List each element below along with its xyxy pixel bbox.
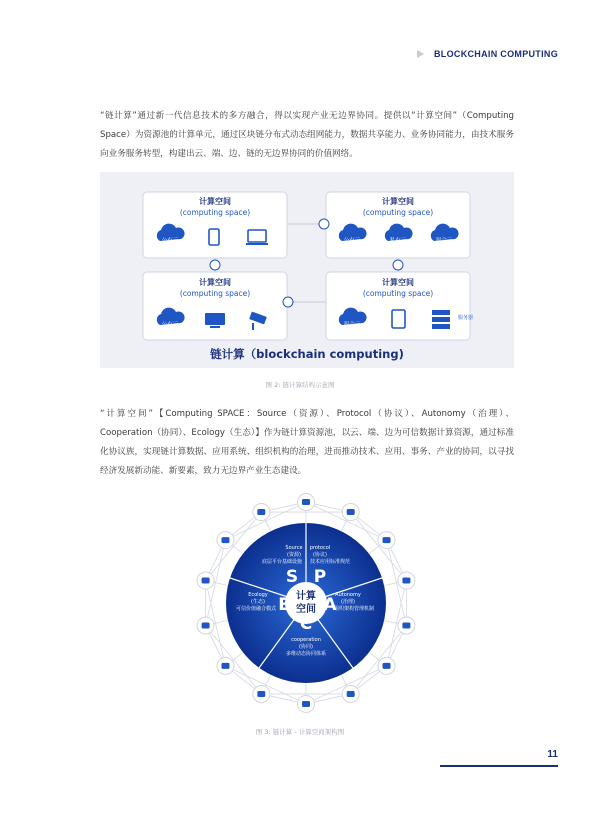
segment-cn: (资源) — [287, 552, 301, 558]
box-subtitle: (computing space) — [179, 289, 251, 298]
segment-desc: 底层平台基础设施 — [261, 559, 303, 565]
diagram-main-label: 链计算（blockchain computing) — [210, 347, 404, 361]
segment-letter: P — [313, 567, 327, 587]
segment-letter: A — [323, 595, 337, 615]
ship-icon — [342, 504, 359, 521]
cloud-label: 混合云 — [435, 238, 453, 244]
segment-cn: (协议) — [313, 552, 327, 558]
segment-en: Source — [285, 545, 303, 551]
box-subtitle: (computing space) — [362, 208, 434, 217]
blockchain-computing-diagram — [100, 172, 514, 368]
chain-link-icon — [210, 260, 220, 270]
segment-en: protocol — [309, 545, 331, 551]
box-subtitle: (computing space) — [362, 289, 434, 298]
box-title: 计算空间 — [199, 278, 231, 287]
bus-icon — [253, 504, 270, 521]
vehicle-icon — [197, 572, 214, 589]
intro-paragraph: “链计算”通过新一代信息技术的多方融合，得以实现产业无边界协同。提供以“计算空间”（Computing Space）为资源池的计算单元，通过区块链分布式动态组网能力，数据共享能力、业务协同能力，由技术服务向业务服务转型，构建出云、端、边、链的无边界协同的价值网络。 — [100, 111, 514, 159]
page-number-rule — [440, 765, 558, 767]
page-number: 11 — [547, 749, 558, 760]
header-marker-icon — [417, 50, 424, 58]
computing-space-box-4 — [326, 272, 473, 340]
laptop-icon — [342, 685, 359, 702]
segment-letter: C — [299, 614, 313, 634]
cloud-label: 公有云 — [161, 322, 179, 328]
segment-desc: 技术应用标准规范 — [309, 559, 351, 565]
monitor-icon — [398, 617, 415, 634]
atm-icon — [253, 685, 270, 702]
tablet-icon — [378, 657, 395, 674]
center-label-2: 空间 — [296, 604, 316, 615]
running-header — [417, 49, 558, 59]
box-title: 计算空间 — [382, 278, 414, 287]
box-title: 计算空间 — [199, 197, 231, 206]
cloud-label: 公有云 — [161, 238, 179, 244]
segment-letter: E — [278, 595, 290, 615]
chain-link-icon — [393, 260, 403, 270]
target-icon — [398, 572, 415, 589]
computing-space-architecture-diagram — [180, 478, 430, 718]
computing-space-box-1 — [143, 192, 287, 258]
cloud-label: 私有云 — [389, 238, 407, 244]
server-label: 服务器 — [458, 315, 474, 321]
box-title: 计算空间 — [382, 197, 414, 206]
cloud-label: 公有云 — [343, 238, 361, 244]
robot-icon — [378, 532, 395, 549]
plane-icon — [217, 532, 234, 549]
computing-space-box-3 — [143, 272, 287, 340]
segment-en: cooperation — [291, 637, 321, 643]
segment-cn: (治理) — [341, 599, 355, 605]
computing-space-box-2 — [326, 192, 470, 258]
server-icon — [432, 310, 450, 329]
car-icon — [298, 494, 315, 511]
segment-desc: 组织架构管理机制 — [333, 606, 375, 612]
box-subtitle: (computing space) — [179, 208, 251, 217]
segment-cn: (协同) — [299, 644, 313, 650]
cloud-icon — [217, 657, 234, 674]
segment-cn: (生态) — [251, 599, 265, 605]
center-label-1: 计算 — [296, 591, 316, 602]
segment-letter: S — [285, 567, 299, 587]
segment-desc: 多维动态协同体系 — [285, 651, 327, 657]
chain-link-icon — [319, 219, 329, 229]
figure1-caption: 图 2: 链计算结构示意图 — [265, 381, 335, 389]
cloud-label: 混合云 — [343, 322, 361, 328]
computing-space-paragraph: “计算空间”【Computing SPACE：Source（资源）、Protocol（协议）、Autonomy（治理）、Cooperation（协同）、Ecology（生态）】作为链计算资源池，以云、端、边为可信数据计算资源，通过标准化协议族，实现链计算数据、应用系统、组织机构的治理，进而推动技术、应用、事务、产业的协同，以寻找经济发展新动能、新要素，致力无边界产业生态建设。 — [100, 409, 514, 476]
segment-en: Ecology — [248, 592, 268, 598]
bitcoin-icon — [197, 617, 214, 634]
figure2-caption: 图 3: 链计算 - 计算空间架构图 — [255, 728, 345, 736]
vr-headset-icon — [298, 695, 315, 712]
segment-desc: 可信价值融合模式 — [235, 606, 277, 612]
segment-en: Autonomy — [335, 592, 361, 598]
chain-link-icon — [283, 297, 293, 307]
header-title: BLOCKCHAIN COMPUTING — [434, 49, 558, 59]
